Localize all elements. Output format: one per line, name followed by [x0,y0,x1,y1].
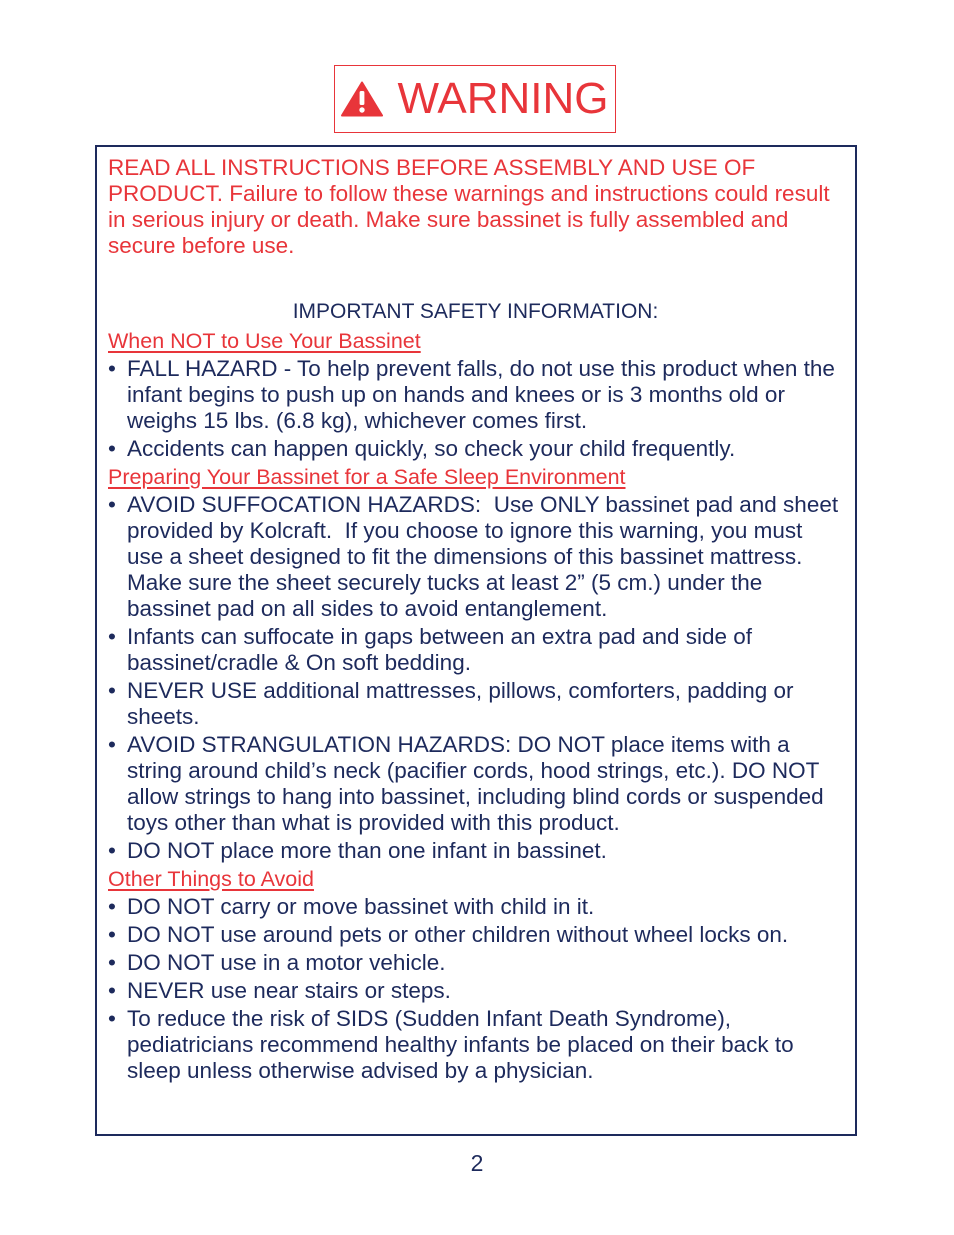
list-item-never-use [108,678,843,730]
item-text: To reduce the risk of SIDS (Sudden Infant Death Syndrome), pediatricians recommend healthy infants be placed on their back to sleep unless otherwise advised by a physician. [127,1006,794,1083]
list-item-gaps [108,624,843,676]
item-text: use around pets or other children without wheel locks on. [214,922,789,947]
item-text-2: allow strings to hang into bassinet, including blind cords or suspended toys other than what is provided with this product. [127,784,824,835]
intro-lead: READ ALL INSTRUCTIONS BEFORE ASSEMBLY AND USE OF PRODUCT. [108,155,756,206]
warning-banner [334,65,616,133]
item-lead: FALL HAZARD [127,356,278,381]
list-item-stairs [108,978,843,1004]
item-text: use in a motor vehicle. [214,950,446,975]
list-item-strangulation [108,732,843,836]
item-text: use near stairs or steps. [204,978,451,1003]
safety-heading: IMPORTANT SAFETY INFORMATION: [292,300,659,323]
list-preparing [108,492,843,864]
list-item-accidents [108,436,843,462]
list-item-one-infant [108,838,843,864]
safety-content [108,155,843,1086]
list-item-fall-hazard [108,356,843,434]
list-when-not-to-use [108,356,843,462]
item-text: place items with a string around child’s neck (pacifier cords, hood strings, etc.). [127,732,790,783]
item-text: Infants can suffocate in gaps between an extra pad and side of bassinet/cradle & On soft bedding. [127,624,753,675]
item-lead: NEVER [127,978,205,1003]
item-text: Accidents can happen quickly, so check your child frequently. [127,436,736,461]
item-text: Use ONLY bassinet pad and sheet provided by Kolcraft. If you choose to ignore this warning, you must use a sheet designed to fit the dimensions of this bassinet mattress. Make sure the sheet securely tucks at least 2” (5 cm.) under the bassinet pad on all sides to avoid entanglement. [127,492,845,621]
item-lead: DO NOT [127,894,215,919]
section-title-other-things: Other Things to Avoid [108,867,314,891]
list-item-pets [108,922,843,948]
item-text: additional mattresses, pillows, comforters, padding or sheets. [127,678,794,729]
section-title-preparing: Preparing Your Bassinet for a Safe Sleep Environment [108,465,626,489]
item-lead: DO NOT [127,950,215,975]
section-title-when-not-to-use: When NOT to Use Your Bassinet [108,329,421,353]
item-text: - To help prevent falls, do not use this product when the infant begins to push up on hands and knees or is 3 months old or weighs 15 lbs. (6.8 kg), whichever comes first. [127,356,835,433]
item-lead: NEVER USE [127,678,258,703]
intro-text: Failure to follow these warnings and instructions could result in serious injury or death. Make sure bassinet is fully assembled and secure before use. [108,181,830,258]
item-lead: DO NOT [127,922,215,947]
item-text: place more than one infant in bassinet. [214,838,607,863]
list-item-suffocation [108,492,843,622]
list-item-carry [108,894,843,920]
item-lead-2: DO NOT [731,758,819,783]
item-lead: DO NOT [127,838,215,863]
item-lead: AVOID SUFFOCATION HAZARDS: [127,492,482,517]
warning-triangle-icon [341,81,383,117]
item-text: carry or move bassinet with child in it. [214,894,595,919]
intro-paragraph [108,155,843,259]
list-item-sids [108,1006,843,1084]
item-lead: AVOID STRANGULATION HAZARDS: DO NOT [127,732,605,757]
warning-title: WARNING [397,74,609,123]
list-other-things [108,894,843,1084]
list-item-vehicle [108,950,843,976]
page-number: 2 [470,1150,484,1176]
